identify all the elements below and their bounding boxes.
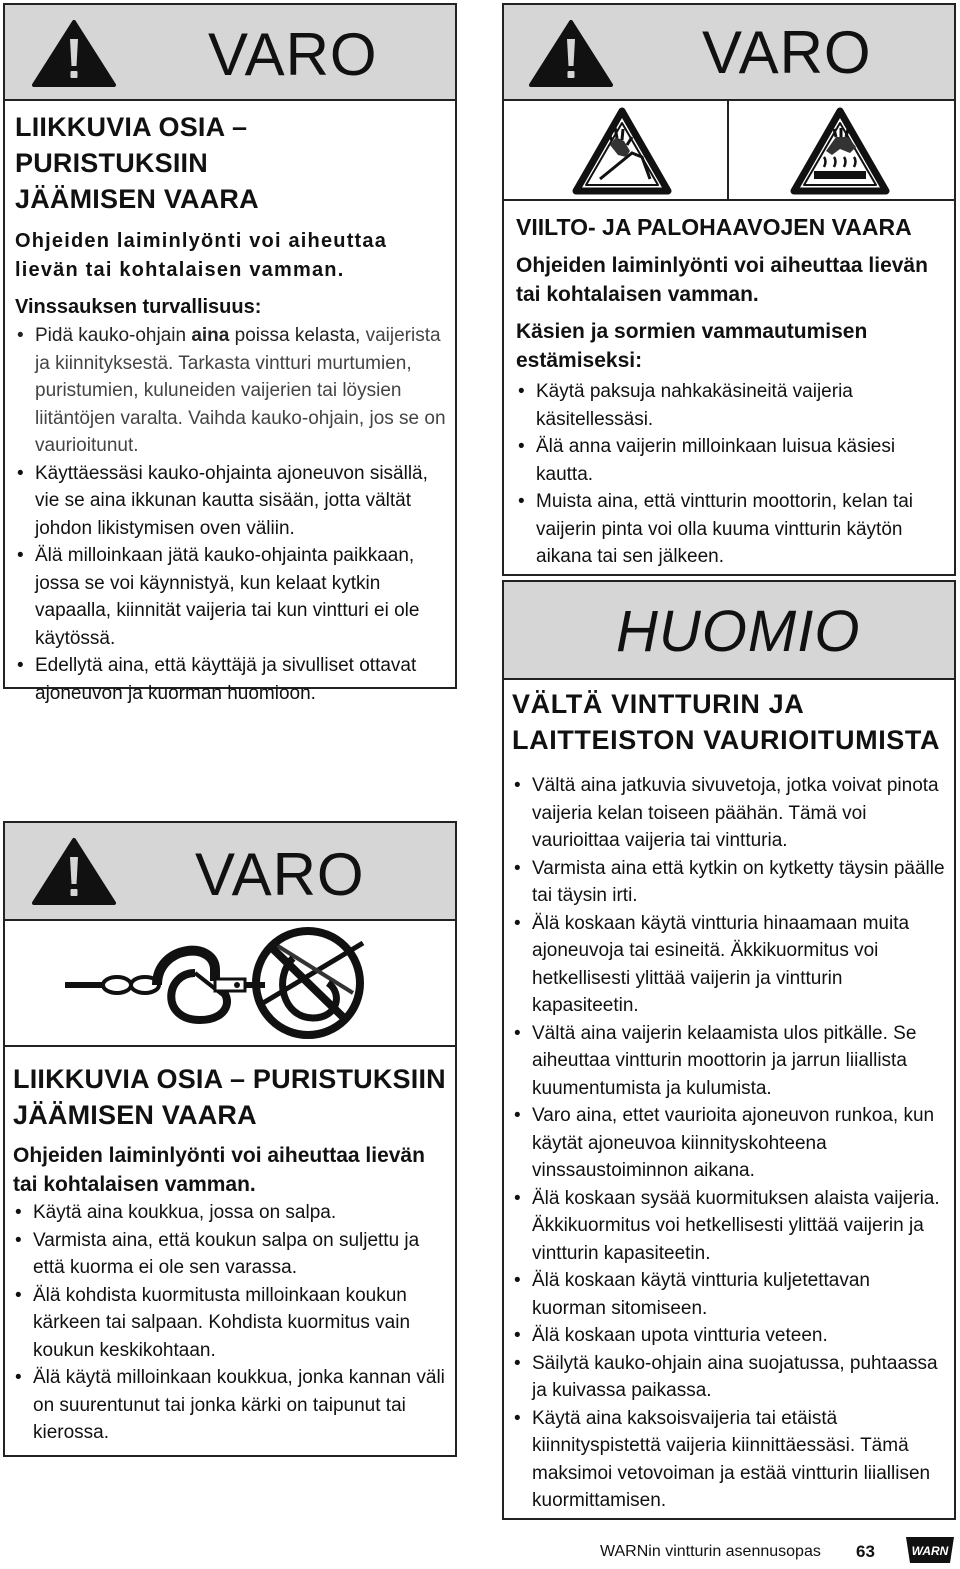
notice-header <box>504 582 954 680</box>
warning-header <box>504 5 954 101</box>
warning-box-pinch-remote <box>3 3 457 704</box>
svg-text:WARN: WARN <box>911 1544 949 1558</box>
footer-text: WARNin vintturin asennusopas <box>600 1543 821 1560</box>
list-item: • Älä koskaan käytä vintturia kuljetettavan kuorman sitomiseen. <box>512 1267 946 1322</box>
signal-word: VARO <box>208 21 378 88</box>
warning-header <box>5 823 455 921</box>
warn-logo <box>904 1535 956 1565</box>
list-item: • Edellytä aina, että käyttäjä ja sivulliset ottavat ajoneuvon ja kuorman huomioon. <box>15 652 447 707</box>
hazard-consequence: Ohjeiden laiminlyönti voi aiheuttaa lievän tai kohtalaisen vamman. <box>15 230 388 281</box>
signal-word: VARO <box>702 19 872 86</box>
list-item: • Älä käytä milloinkaan koukkua, jonka kannan väli on suurentunut tai jonka kärki on taipunut tai kierossa. <box>13 1364 447 1447</box>
bullet-list <box>516 378 946 571</box>
divider <box>727 101 729 199</box>
hot-surface-icon <box>790 107 890 195</box>
list-item: • Älä koskaan sysää kuormituksen alaista vaijeria. Äkkikuormitus voi hetkellisesti ylittää vaijerin ja vintturin kapasiteetin. <box>512 1185 946 1268</box>
signal-word: HUOMIO <box>616 599 861 664</box>
warning-box-pinch-hook <box>3 821 457 1457</box>
list-item: • Pidä kauko-ohjain aina poissa kelasta, vaijerista ja kiinnityksestä. Tarkasta vintturi murtumien, puristumien, kuluneiden vaijerien tai löysien liitäntöjen varalta. Vaihda kauko-ohjain, jos se on vaurioitunut. <box>15 322 447 460</box>
warning-header <box>5 5 455 101</box>
warning-triangle-icon <box>528 19 614 89</box>
hazard-consequence: Ohjeiden laiminlyönti voi aiheuttaa lievän tai kohtalaisen vamman. <box>13 1144 425 1196</box>
list-item: • Käytä paksuja nahkakäsineitä vaijeria käsitellessäsi. <box>516 378 946 433</box>
signal-word: VARO <box>195 841 365 908</box>
list-item: • Käytä aina koukkua, jossa on salpa. <box>13 1199 447 1227</box>
warning-triangle-icon <box>31 837 117 907</box>
bullet-list <box>512 772 946 1515</box>
list-item: • Varo aina, ettet vaurioita ajoneuvon runkoa, kun käytät ajoneuvoa kiinnityskohteena vinssaustoiminnon aikana. <box>512 1102 946 1185</box>
list-item: • Varmista aina että kytkin on kytketty täysin päälle tai täysin irti. <box>512 855 946 910</box>
cut-hazard-icon <box>572 107 672 195</box>
prohibited-hook-icon <box>243 923 373 1043</box>
page-number: 63 <box>856 1542 875 1561</box>
list-item: • Älä anna vaijerin milloinkaan luisua käsiesi kautta. <box>516 433 946 488</box>
section-heading: Käsien ja sormien vammautumisen estämiseksi: <box>516 320 868 372</box>
hazard-consequence: Ohjeiden laiminlyönti voi aiheuttaa lievän tai kohtalaisen vamman. <box>516 254 928 306</box>
list-item: • Älä milloinkaan jätä kauko-ohjainta paikkaan, jossa se voi käynnistyä, kun kelaat kytkin vapaalla, kiinnität vaijeria tai kun vintturi ei ole käytössä. <box>15 542 447 652</box>
notice-title: VÄLTÄ VINTTURIN JA LAITTEISTON VAURIOITUMISTA <box>512 689 941 755</box>
list-item: • Käyttäessäsi kauko-ohjainta ajoneuvon sisällä, vie se aina ikkunan kautta sisään, jotta vältät johdon likistymisen oven väliin. <box>15 460 447 543</box>
list-item: • Älä kohdista kuormitusta milloinkaan koukun kärkeen tai salpaan. Kohdista kuormitus vain koukun keskikohtaan. <box>13 1282 447 1365</box>
list-item: • Säilytä kauko-ohjain aina suojatussa, puhtaassa ja kuivassa paikassa. <box>512 1350 946 1405</box>
list-item: • Vältä aina vaijerin kelaamista ulos pitkälle. Se aiheuttaa vintturin moottorin ja jarrun liiallista kuumentumista ja kulumista. <box>512 1020 946 1103</box>
hazard-title: VIILTO- JA PALOHAAVOJEN VAARA <box>516 214 912 240</box>
hook-illustration <box>5 921 455 1047</box>
notice-box-equipment-damage <box>502 580 956 1520</box>
hazard-title: LIIKKUVIA OSIA – PURISTUKSIIN JÄÄMISEN VAARA <box>15 112 259 214</box>
list-item: • Käytä aina kaksoisvaijeria tai etäistä kiinnityspistettä vaijeria kiinnittäessäsi. Tämä maksimoi vetovoiman ja estää vintturin liiallisen kuormittamisen. <box>512 1405 946 1515</box>
warning-box-cut-burn <box>502 3 956 576</box>
section-heading: Vinssauksen turvallisuus: <box>15 296 262 318</box>
pictogram-row <box>504 101 954 201</box>
list-item: • Vältä aina jatkuvia sivuvetoja, jotka voivat pinota vaijeria kelan toiseen päähän. Tämä voi vaurioittaa vaijeria tai vintturia. <box>512 772 946 855</box>
list-item: • Varmista aina, että koukun salpa on suljettu ja että kuorma ei ole sen varassa. <box>13 1227 447 1282</box>
hook-with-latch-icon <box>65 925 265 1035</box>
list-item: • Muista aina, että vintturin moottorin, kelan tai vaijerin pinta voi olla kuuma vintturin käytön aikana tai sen jälkeen. <box>516 488 946 571</box>
list-item: • Älä koskaan upota vintturia veteen. <box>512 1322 946 1350</box>
list-item: • Älä koskaan käytä vintturia hinaamaan muita ajoneuvoja tai esineitä. Äkkikuormitus voi hetkellisesti ylittää vaijerin ja vintturin kapasiteetin. <box>512 910 946 1020</box>
hazard-title: LIIKKUVIA OSIA – PURISTUKSIIN JÄÄMISEN VAARA <box>13 1064 446 1130</box>
bullet-list <box>15 322 447 707</box>
warning-triangle-icon <box>31 19 117 89</box>
bullet-list <box>13 1199 447 1447</box>
